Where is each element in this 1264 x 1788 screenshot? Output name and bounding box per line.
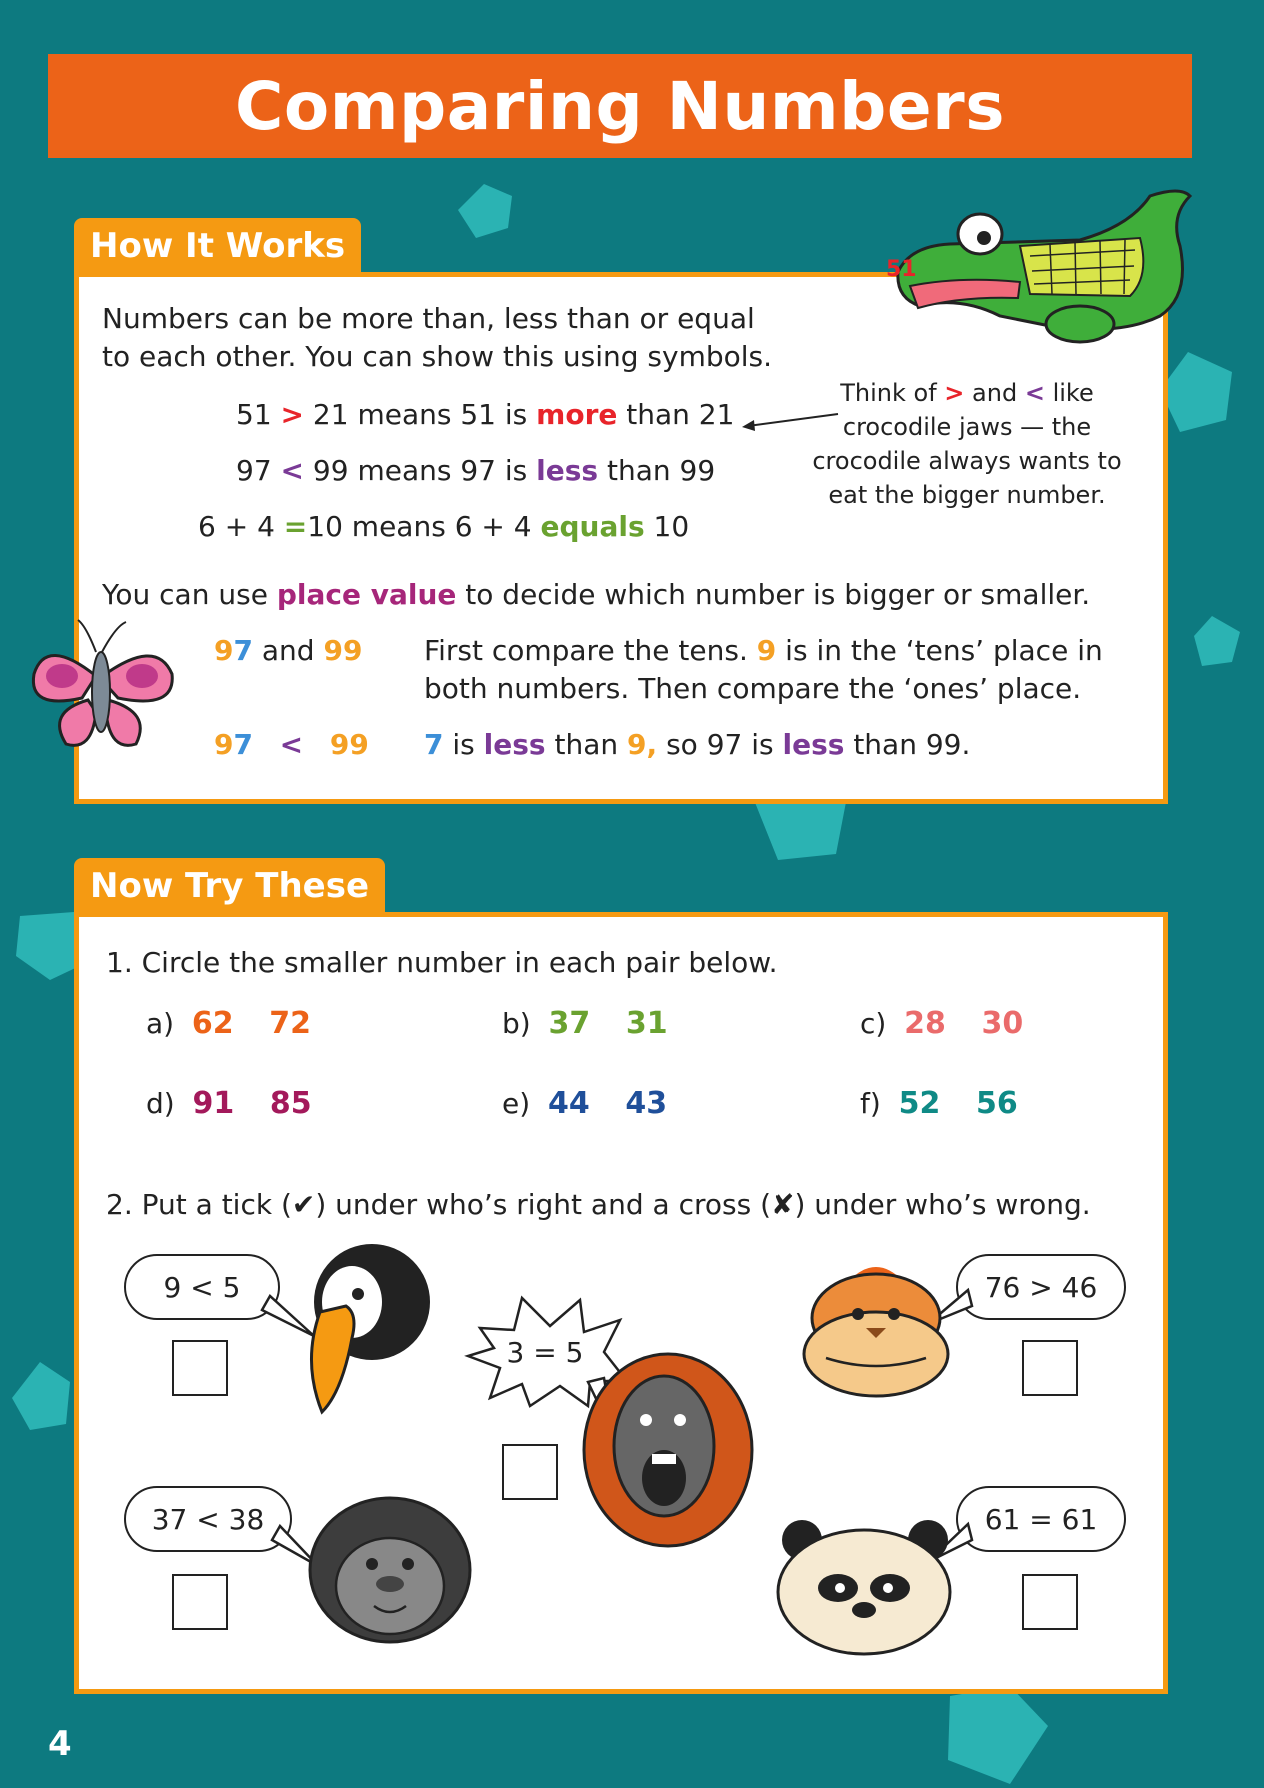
pair-d-n2[interactable]: 85 [269, 1086, 312, 1121]
crocodile-note: Think of > and < like crocodile jaws — the crocodile always wants to eat the bigger number. [812, 379, 1122, 509]
pair-c-n1[interactable]: 28 [904, 1006, 946, 1041]
page-title: Comparing Numbers [234, 67, 1006, 145]
crocodile-number: 51 [886, 257, 917, 282]
checkbox-panda[interactable] [1022, 1574, 1078, 1630]
intro-line-2: to each other. You can show this using symbols. [102, 340, 773, 373]
now-try-heading: Now Try These [90, 866, 370, 906]
intro-line-1: Numbers can be more than, less than or equal [102, 302, 755, 335]
pair-e: e) 44 43 [502, 1086, 668, 1121]
pair-b-n2[interactable]: 31 [625, 1006, 668, 1041]
pair-a-n1[interactable]: 62 [191, 1006, 234, 1041]
checkbox-monkey[interactable] [1022, 1340, 1078, 1396]
pair-e-n1[interactable]: 44 [547, 1086, 590, 1121]
pv-row2-text: 7 is less than 9, so 97 is less than 99. [424, 728, 971, 761]
panda-icon [774, 1508, 956, 1658]
pv-row2-numbers: 97 < 99 [214, 728, 369, 761]
pair-f: f) 52 56 [860, 1086, 1018, 1121]
place-value-intro: You can use place value to decide which number is bigger or smaller. [102, 578, 1091, 611]
gorilla-icon [304, 1486, 476, 1646]
example-more-than: 51 > 21 means 51 is more than 21 [236, 398, 735, 431]
bubble-gorilla: 37 < 38 [124, 1486, 292, 1552]
page-number: 4 [48, 1724, 72, 1764]
checkbox-toucan[interactable] [172, 1340, 228, 1396]
orangutan-icon [580, 1350, 756, 1550]
bubble-orangutan: 3 = 5 [506, 1336, 584, 1369]
example-equals: 6 + 4 =10 means 6 + 4 equals 10 [198, 510, 690, 543]
pair-d-n1[interactable]: 91 [192, 1086, 235, 1121]
monkey-icon [796, 1254, 956, 1404]
bubble-monkey: 76 > 46 [956, 1254, 1126, 1320]
how-it-works-heading: How It Works [90, 226, 346, 266]
pair-c: c) 28 30 [860, 1006, 1024, 1041]
pv-row1-text1: First compare the tens. 9 is in the ‘tens’ place in [424, 634, 1103, 667]
bubble-toucan: 9 < 5 [124, 1254, 280, 1320]
pair-a-n2[interactable]: 72 [269, 1006, 312, 1041]
pair-f-n1[interactable]: 52 [898, 1086, 941, 1121]
pair-b-n1[interactable]: 37 [548, 1006, 591, 1041]
pair-f-n2[interactable]: 56 [975, 1086, 1018, 1121]
question-2: 2. Put a tick (✔) under who’s right and a cross (✘) under who’s wrong. [106, 1188, 1091, 1221]
checkbox-gorilla[interactable] [172, 1574, 228, 1630]
pair-c-n2[interactable]: 30 [981, 1006, 1024, 1041]
pair-e-n2[interactable]: 43 [625, 1086, 668, 1121]
example-less-than: 97 < 99 means 97 is less than 99 [236, 454, 716, 487]
question-1: 1. Circle the smaller number in each pair below. [106, 946, 778, 979]
checkbox-orangutan[interactable] [502, 1444, 558, 1500]
pair-b: b) 37 31 [502, 1006, 668, 1041]
pair-a: a) 62 72 [146, 1006, 312, 1041]
pv-row1-numbers: 97 and 99 [214, 634, 363, 667]
pv-row1-text2: both numbers. Then compare the ‘ones’ place. [424, 672, 1082, 705]
pair-d: d) 91 85 [146, 1086, 312, 1121]
toucan-icon [292, 1242, 442, 1422]
bubble-panda: 61 = 61 [956, 1486, 1126, 1552]
